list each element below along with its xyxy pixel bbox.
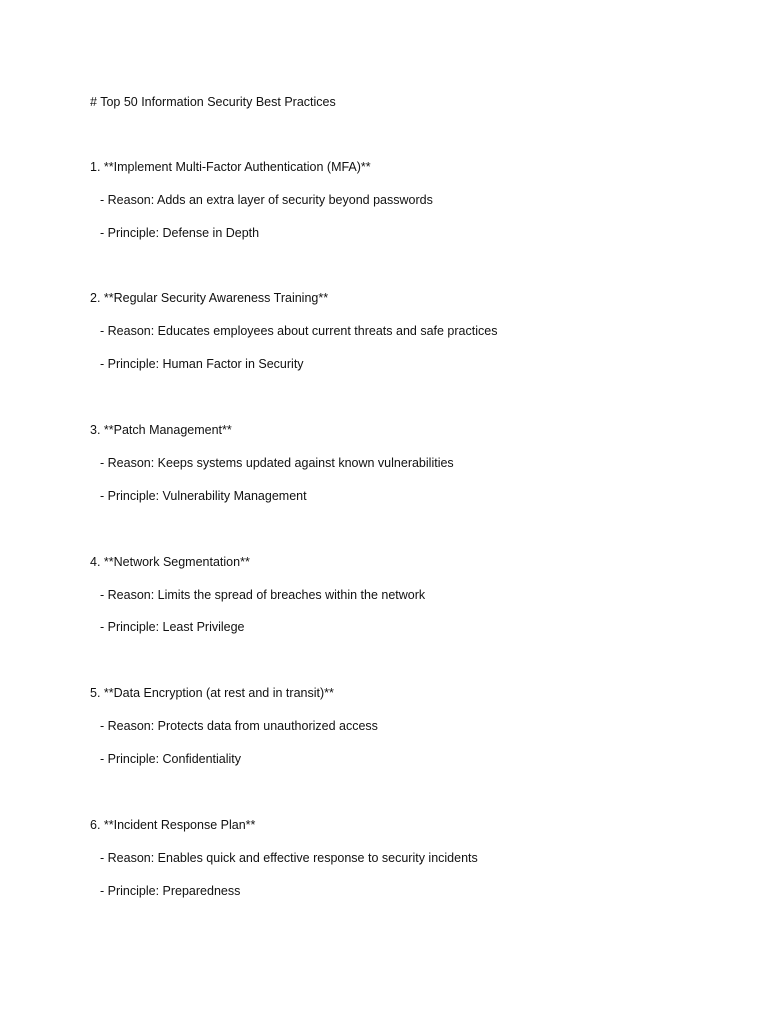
- item-6-heading: 6. **Incident Response Plan**: [90, 818, 256, 832]
- item-6-reason: - Reason: Enables quick and effective response to security incidents: [100, 851, 478, 865]
- item-1-heading: 1. **Implement Multi-Factor Authentication (MFA)**: [90, 160, 371, 174]
- item-2-reason: - Reason: Educates employees about current threats and safe practices: [100, 324, 498, 338]
- item-3-reason: - Reason: Keeps systems updated against known vulnerabilities: [100, 456, 454, 470]
- item-4-principle: - Principle: Least Privilege: [100, 620, 245, 634]
- item-3-principle: - Principle: Vulnerability Management: [100, 489, 307, 503]
- item-2-principle: - Principle: Human Factor in Security: [100, 357, 304, 371]
- item-3-heading: 3. **Patch Management**: [90, 423, 232, 437]
- item-1-principle: - Principle: Defense in Depth: [100, 226, 260, 240]
- item-4-reason: - Reason: Limits the spread of breaches within the network: [100, 588, 426, 602]
- item-6-principle: - Principle: Preparedness: [100, 884, 241, 898]
- item-5-heading: 5. **Data Encryption (at rest and in transit)**: [90, 686, 334, 700]
- item-1-reason: - Reason: Adds an extra layer of security beyond passwords: [100, 193, 433, 207]
- item-4-heading: 4. **Network Segmentation**: [90, 555, 250, 569]
- item-2-heading: 2. **Regular Security Awareness Training**: [90, 291, 329, 305]
- item-5-principle: - Principle: Confidentiality: [100, 752, 242, 766]
- item-5-reason: - Reason: Protects data from unauthorized access: [100, 719, 378, 733]
- document-title: # Top 50 Information Security Best Practices: [90, 95, 336, 109]
